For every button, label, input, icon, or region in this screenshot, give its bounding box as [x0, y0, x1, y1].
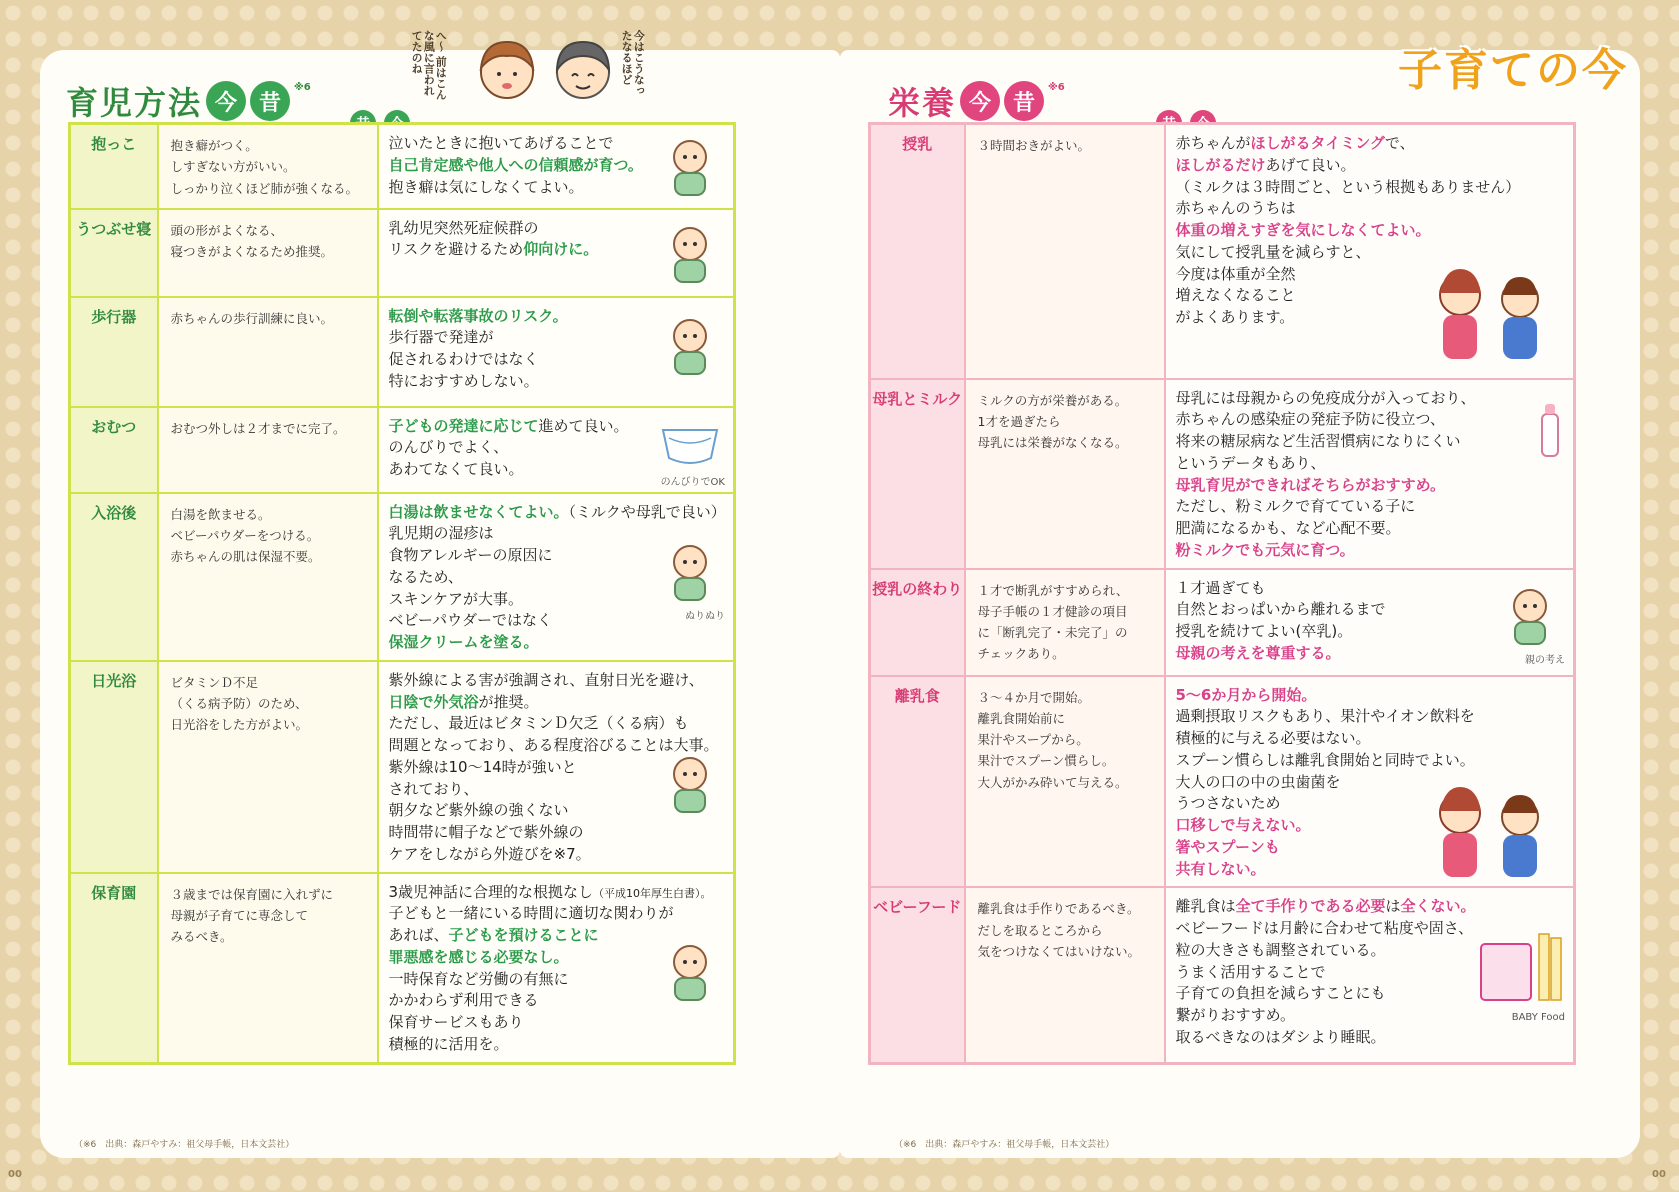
- practice-line: 紫外線は10〜14時が強いと: [388, 757, 577, 776]
- nutrition-comparison-table: [868, 122, 1576, 1065]
- parenting-comparison-table: [68, 122, 736, 1065]
- row-illustration: [1415, 255, 1565, 372]
- table-row: [870, 569, 1575, 676]
- footnote: （※6 出典：森戸やすみ：祖父母手帳，日本文芸社）: [894, 1140, 1115, 1150]
- baby-illustration-icon: [655, 129, 725, 199]
- row-illustration: [655, 746, 725, 823]
- practice-line: 共有しない。: [1175, 859, 1266, 878]
- illustration-caption: 親の考え: [1525, 655, 1565, 667]
- current-practice-cell: [1165, 887, 1575, 1063]
- logo-title: 子育ての今: [1398, 45, 1628, 96]
- category-cell: 授乳: [870, 124, 965, 379]
- practice-line: というデータもあり、: [1175, 453, 1326, 472]
- practice-line: 子どもと一緒にいる時間に適切な関わりが: [388, 904, 674, 923]
- practice-line: あわてなくて良い。: [388, 460, 524, 478]
- practice-line: 問題となっており、ある程度浴びることは大事。: [388, 736, 719, 754]
- practice-line: うまく活用することで: [1175, 962, 1326, 981]
- table-row: [70, 493, 735, 661]
- practice-line: 体重の増えすぎを気にしなくてよい。: [1175, 221, 1431, 239]
- practice-line: ベビーパウダーではなく: [388, 611, 553, 630]
- practice-line: 紫外線による害が強調され、直射日光を避け、: [388, 670, 704, 689]
- old-practice-cell: ３〜４か月で開始。 離乳食開始前に 果汁やスープから。 果汁でスプーン慣らし。 大人がかみ砕いて与える。: [965, 676, 1165, 888]
- practice-line: 赤ちゃんがほしがるタイミングで、: [1175, 134, 1415, 152]
- practice-line: ケアをしながら外遊びを※7。: [388, 844, 591, 863]
- row-illustration: [1415, 773, 1565, 890]
- speech-bubble-left: へ〜 前はこんな風に言われてたのね: [410, 30, 448, 100]
- current-practice-cell: [378, 661, 735, 873]
- practice-line: 5〜6か月から開始。: [1175, 685, 1317, 704]
- practice-line: 一時保育など労働の有無に: [388, 969, 569, 988]
- practice-line: 転倒や転落事故のリスク。: [388, 306, 568, 325]
- practice-line: 箸やスプーンも: [1175, 837, 1280, 856]
- current-practice-cell: [1165, 124, 1575, 379]
- old-practice-cell: 離乳食は手作りであるべき。 だしを取るところから 気をつけなくてはいけない。: [965, 887, 1165, 1063]
- category-cell: うつぶせ寝: [70, 209, 158, 297]
- practice-line: 積極的に活用を。: [388, 1034, 509, 1053]
- practice-line: 促されるわけではなく: [388, 350, 539, 368]
- page-number-left: 00: [8, 1169, 22, 1180]
- old-practice-cell: ３歳までは保育園に入れずに 母親が子育てに専念して みるべき。: [158, 873, 378, 1064]
- practice-line: 授乳を続けてよい(卒乳)。: [1175, 622, 1353, 640]
- practice-line: 乳幼児突然死症候群の: [388, 218, 539, 237]
- table-row: [870, 676, 1575, 888]
- category-cell: ベビーフード: [870, 887, 965, 1063]
- practice-line: 母乳には母親からの免疫成分が入っており、: [1175, 388, 1476, 407]
- old-practice-cell: ミルクの方が栄養がある。 1才を過ぎたら 母乳には栄養がなくなる。: [965, 379, 1165, 569]
- practice-line: 泣いたときに抱いてあげることで: [388, 134, 614, 152]
- left-page: [40, 50, 840, 1158]
- speech-bubble-right: 今はこうなったなるほど: [620, 30, 646, 96]
- category-cell: 入浴後: [70, 493, 158, 661]
- current-practice-cell: [1165, 676, 1575, 888]
- page-number-right: 00: [1652, 1169, 1666, 1180]
- illustration-caption: のんびりでOK: [660, 477, 725, 489]
- baby-illustration-icon: [655, 746, 725, 816]
- practice-line: かかわらず利用できる: [388, 991, 539, 1010]
- milk-bottle-icon: [1535, 400, 1565, 460]
- practice-line: ベビーフードは月齢に合わせて粘度や固さ、: [1175, 919, 1474, 937]
- practice-line: 母親の考えを尊重する。: [1175, 643, 1341, 662]
- note-mark: ※6: [1048, 82, 1065, 93]
- category-cell: 授乳の終わり: [870, 569, 965, 676]
- badge-old: 昔: [1004, 81, 1044, 121]
- current-practice-cell: [1165, 569, 1575, 676]
- baby-illustration-icon: [655, 216, 725, 286]
- category-cell: 抱っこ: [70, 124, 158, 209]
- current-practice-cell: [378, 493, 735, 661]
- practice-line: 母乳育児ができればそちらがおすすめ。: [1175, 475, 1446, 494]
- practice-line: 自己肯定感や他人への信頼感が育つ。: [388, 155, 643, 174]
- practice-line: 今度は体重が全然: [1175, 264, 1296, 283]
- practice-line: 日陰で外気浴が推奨。: [388, 692, 539, 711]
- old-practice-cell: おむつ外しは２才までに完了。: [158, 407, 378, 493]
- practice-line: 3歳児神話に合理的な根拠なし（平成10年厚生白書）。: [388, 882, 712, 901]
- practice-line: 赤ちゃんのうちは: [1175, 199, 1296, 218]
- practice-line: 罪悪感を感じる必要なし。: [388, 947, 569, 966]
- practice-line: 気にして授乳量を減らすと、: [1175, 242, 1371, 261]
- table-row: [870, 887, 1575, 1063]
- old-practice-cell: １才で断乳がすすめられ、 母子手帳の１才健診の項目 に「断乳完了・未完了」の チェックあり。: [965, 569, 1165, 676]
- baby-illustration-icon: [1495, 578, 1565, 648]
- old-practice-cell: ビタミンＤ不足 （くる病予防）のため、 日光浴をした方がよい。: [158, 661, 378, 873]
- badge-now: 今: [206, 81, 246, 121]
- row-illustration: [1495, 578, 1565, 669]
- current-practice-cell: [378, 873, 735, 1064]
- practice-line: 乳児期の湿疹は: [388, 524, 494, 543]
- baby-illustration-icon: [655, 308, 725, 378]
- grandmother-face-icon: [548, 34, 618, 104]
- family-illustration-icon: [1415, 255, 1565, 365]
- category-cell: 保育園: [70, 873, 158, 1064]
- practice-line: されており、: [388, 779, 479, 798]
- diaper-icon: [655, 420, 725, 470]
- practice-line: うつさないため: [1175, 794, 1281, 813]
- badge-old: 昔: [250, 81, 290, 121]
- practice-line: 抱き癖は気にしなくてよい。: [388, 177, 584, 196]
- table-row: [70, 124, 735, 209]
- note-mark: ※6: [294, 82, 311, 93]
- practice-line: （ミルクは３時間ごと、という根拠もありません）: [1175, 177, 1521, 196]
- practice-line: 赤ちゃんの感染症の発症予防に役立つ、: [1175, 410, 1445, 429]
- practice-line: 将来の糖尿病など生活習慣病になりにくい: [1175, 432, 1461, 450]
- practice-line: 朝夕など紫外線の強くない: [388, 801, 569, 820]
- baby-illustration-icon: [655, 534, 725, 604]
- current-practice-cell: [378, 407, 735, 493]
- practice-line: 特におすすめしない。: [388, 371, 539, 390]
- practice-line: 子どもの発達に応じて進めて良い。: [388, 416, 629, 435]
- practice-line: 口移しで与えない。: [1175, 816, 1311, 834]
- practice-line: 離乳食は全て手作りである必要は全くない。: [1175, 897, 1476, 916]
- row-illustration: [655, 129, 725, 206]
- practice-line: 肥満になるかも、など心配不要。: [1175, 519, 1401, 537]
- right-page: [840, 50, 1640, 1158]
- practice-line: がよくあります。: [1175, 308, 1295, 326]
- practice-line: あれば、子どもを預けることに: [388, 926, 599, 944]
- table-row: [70, 873, 735, 1064]
- practice-line: １才過ぎても: [1175, 578, 1266, 597]
- practice-line: 粒の大きさも調整されている。: [1175, 940, 1386, 959]
- row-illustration: [655, 534, 725, 625]
- table-row: [70, 209, 735, 297]
- row-illustration: [655, 420, 725, 491]
- badge-now: 今: [960, 81, 1000, 121]
- right-section-title: 栄養 今 昔 ※6: [888, 82, 1065, 122]
- practice-line: リスクを避けるため仰向けに。: [388, 240, 599, 259]
- family-illustration-icon: [1415, 773, 1565, 883]
- baby-food-package-icon: [1475, 924, 1565, 1004]
- category-cell: 母乳とミルク: [870, 379, 965, 569]
- baby-illustration-icon: [655, 934, 725, 1004]
- practice-line: ただし、最近はビタミンＤ欠乏（くる病）も: [388, 714, 689, 733]
- left-section-title: 育児方法 今 昔 ※6: [66, 82, 311, 122]
- practice-line: 歩行器で発達が: [388, 328, 494, 347]
- old-practice-cell: 抱き癖がつく。 しすぎない方がいい。 しっかり泣くほど肺が強くなる。: [158, 124, 378, 209]
- practice-line: 子育ての負担を減らすことにも: [1175, 984, 1386, 1003]
- current-practice-cell: [378, 124, 735, 209]
- category-cell: おむつ: [70, 407, 158, 493]
- current-practice-cell: [378, 297, 735, 407]
- old-practice-cell: 白湯を飲ませる。 ベビーパウダーをつける。 赤ちゃんの肌は保湿不要。: [158, 493, 378, 661]
- row-illustration: [655, 216, 725, 293]
- practice-line: のんびりでよく、: [388, 438, 509, 457]
- row-illustration: [655, 308, 725, 385]
- practice-line: 大人の口の中の虫歯菌を: [1175, 772, 1341, 791]
- old-practice-cell: ３時間おきがよい。: [965, 124, 1165, 379]
- practice-line: 増えなくなること: [1175, 286, 1296, 305]
- practice-line: ほしがるだけあげて良い。: [1175, 155, 1356, 174]
- practice-line: なるため、: [388, 567, 463, 586]
- practice-line: 時間帯に帽子などで紫外線の: [388, 823, 584, 841]
- practice-line: 粉ミルクでも元気に育つ。: [1175, 540, 1355, 559]
- practice-line: スプーン慣らしは離乳食開始と同時でよい。: [1175, 750, 1475, 769]
- category-cell: 日光浴: [70, 661, 158, 873]
- row-illustration: [1475, 924, 1565, 1025]
- practice-line: 白湯は飲ませなくてよい。（ミルクや母乳で良い）: [388, 502, 726, 521]
- illustration-caption: BABY Food: [1511, 1012, 1565, 1023]
- practice-line: スキンケアが大事。: [388, 589, 524, 608]
- table-row: [870, 124, 1575, 379]
- practice-line: 保湿クリームを塗る。: [388, 633, 539, 651]
- category-cell: 離乳食: [870, 676, 965, 888]
- current-practice-cell: [378, 209, 735, 297]
- practice-line: 保育サービスもあり: [388, 1013, 524, 1031]
- illustration-caption: ぬりぬり: [685, 611, 725, 623]
- table-row: [70, 297, 735, 407]
- row-illustration: [1535, 400, 1565, 467]
- practice-line: 過剰摂取リスクもあり、果汁やイオン飲料を: [1175, 707, 1475, 726]
- practice-line: 積極的に与える必要はない。: [1175, 729, 1371, 747]
- practice-line: 取るべきなのはダシより睡眠。: [1175, 1027, 1386, 1046]
- practice-line: 食物アレルギーの原因に: [388, 546, 553, 564]
- header-illustration: [410, 30, 710, 110]
- current-practice-cell: [1165, 379, 1575, 569]
- footnote: （※6 出典：森戸やすみ：祖父母手帳，日本文芸社）: [74, 1140, 295, 1150]
- row-illustration: [655, 934, 725, 1011]
- practice-line: 自然とおっぱいから離れるまで: [1175, 600, 1386, 619]
- practice-line: 繋がりおすすめ。: [1175, 1006, 1296, 1024]
- table-row: [870, 379, 1575, 569]
- old-practice-cell: 赤ちゃんの歩行訓練に良い。: [158, 297, 378, 407]
- practice-line: ただし、粉ミルクで育てている子に: [1175, 497, 1416, 516]
- table-row: [70, 661, 735, 873]
- old-practice-cell: 頭の形がよくなる、 寝つきがよくなるため推奨。: [158, 209, 378, 297]
- table-row: [70, 407, 735, 493]
- category-cell: 歩行器: [70, 297, 158, 407]
- mother-face-icon: [472, 34, 542, 104]
